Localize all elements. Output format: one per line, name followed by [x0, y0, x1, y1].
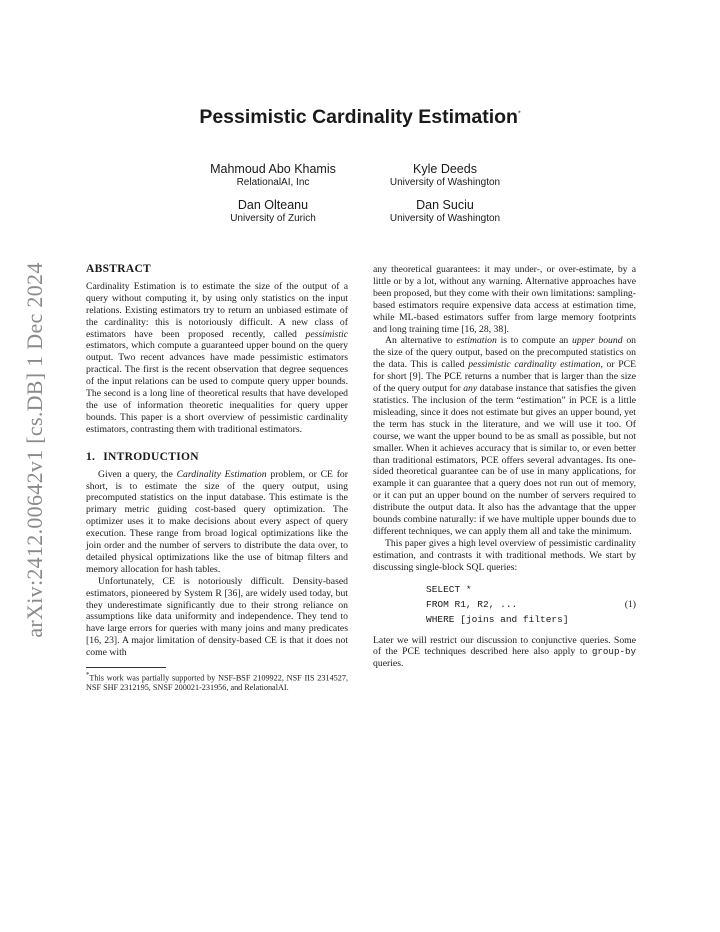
author-name: Kyle Deeds — [413, 162, 477, 176]
author-block-2 — [345, 162, 545, 189]
right-paragraph-4: Later we will restrict our discussion to conjunctive queries. Some of the PCE techniques described here also apply to group-by queries. — [373, 634, 636, 670]
abstract-paragraph: Cardinality Estimation is to estimate the size of the output of a query without computing it, by using only statistics on the input relations. Existing estimators try to return an unbiased estimate of the cardinality: this is notoriously difficult. A new class of estimators have been proposed recently, called pessimistic estimators, which compute a guaranteed upper bound on the query output. Two recent advances have made pessimistic estimators practical. The first is the recent observation that degree sequences of the input relations can be used to compute query upper bounds. The second is a long line of theoretical results that have developed the use of information theoretic inequalities for query upper bounds. This paper is a short overview of pessimistic cardinality estimators, contrasting them with traditional estimators. — [86, 280, 348, 435]
author-name: Mahmoud Abo Khamis — [210, 162, 336, 176]
code-line: SELECT * — [426, 583, 472, 595]
footnote-block — [86, 667, 348, 693]
author-affiliation: University of Washington — [389, 213, 501, 224]
intro-paragraph-1: Given a query, the Cardinality Estimation problem, or CE for short, is to estimate the size of the query output, using precomputed statistics on the input database. This estimate is the primary metric guiding cost-based query optimization. The optimizer uses it to make decisions about every aspect of query execution. These range from broad logical optimizations like the join order and the number of servers to distribute the data over, to detailed physical optimizations like the use of bitmap filters and memory allocation for hash tables. — [86, 468, 348, 575]
author-block-4 — [345, 198, 545, 225]
arxiv-id-text: arXiv:2412.00642v1 [cs.DB] 1 Dec 2024 — [22, 262, 47, 638]
arxiv-identifier — [22, 245, 48, 655]
code-line: WHERE [joins and filters] — [426, 613, 569, 625]
right-column — [373, 264, 636, 670]
author-block-1 — [173, 162, 373, 189]
author-affiliation: RelationalAI, Inc — [236, 177, 310, 188]
intro-heading: 1. INTRODUCTION — [86, 450, 199, 463]
right-paragraph-1: any theoretical guarantees: it may under-, or over-estimate, by a little or by a lot, without any warning. Alternative approaches have been proposed, but they come with their own limitations: sampling-based estimators require expensive data access at estimation time, while ML-based estimators suffer from large memory footprints and long training time [16, 28, 38]. — [373, 264, 636, 335]
code-line: FROM R1, R2, ... — [426, 598, 518, 610]
equation-number: (1) — [624, 598, 636, 610]
title-footnote-mark: * — [517, 110, 521, 118]
footnote-text: *This work was partially supported by NSF-BSF 2109922, NSF IIS 2314527, NSF SHF 2312195, SNSF 200021-231956, and RelationalAI. — [86, 672, 348, 693]
author-affiliation: University of Washington — [389, 177, 501, 188]
author-name: Dan Suciu — [416, 198, 474, 212]
intro-paragraph-2: Unfortunately, CE is notoriously difficult. Density-based estimators, pioneered by System R [36], are widely used today, but they underestimate significantly due to their strong reliance on assumptions like data uniformity and independence. They tend to have large errors for queries with many joins and many predicates [16, 23]. A major limitation of density-based CE is that it does not come with — [86, 575, 348, 659]
paper-title-text: Pessimistic Cardinality Estimation — [199, 106, 518, 128]
left-column — [86, 264, 348, 693]
right-paragraph-3: This paper gives a high level overview of pessimistic cardinality estimation, and contrasts it with traditional methods. We start by discussing single-block SQL queries: — [373, 537, 636, 573]
author-block-3 — [173, 198, 373, 225]
right-paragraph-2: An alternative to estimation is to compute an upper bound on the size of the query output, based on the precomputed statistics on the data. This is called pessimistic cardinality estimation, or PCE for short [9]. The PCE returns a number that is larger than the size of the query output for any database instance that satisfies the given statistics. The inclusion of the term “estimation” in PCE is a little misleading, since it does not estimate but gives an upper bound, yet the term has stuck in the literature, and we will use it too. Of course, we want the upper bound to be as small as possible, but not smaller. When it achieves accuracy that is similar to, or even better than traditional estimators, PCE offers several advantages. Its one-sided theoretical guarantee can be of use in many applications, for example it can guarantee that a query does not run out of memory, or it can put an upper bound on the number of servers required to distribute the output data. It also has the advantage that the upper bounds combine naturally: if we have multiple upper bounds due to different techniques, we can apply them all and take the minimum. — [373, 335, 637, 537]
footnote-rule — [86, 667, 166, 668]
author-affiliation: University of Zurich — [230, 213, 316, 224]
paper-title — [0, 106, 720, 129]
sql-code-block — [373, 582, 636, 627]
author-name: Dan Olteanu — [237, 198, 309, 212]
abstract-heading: ABSTRACT — [86, 263, 152, 275]
